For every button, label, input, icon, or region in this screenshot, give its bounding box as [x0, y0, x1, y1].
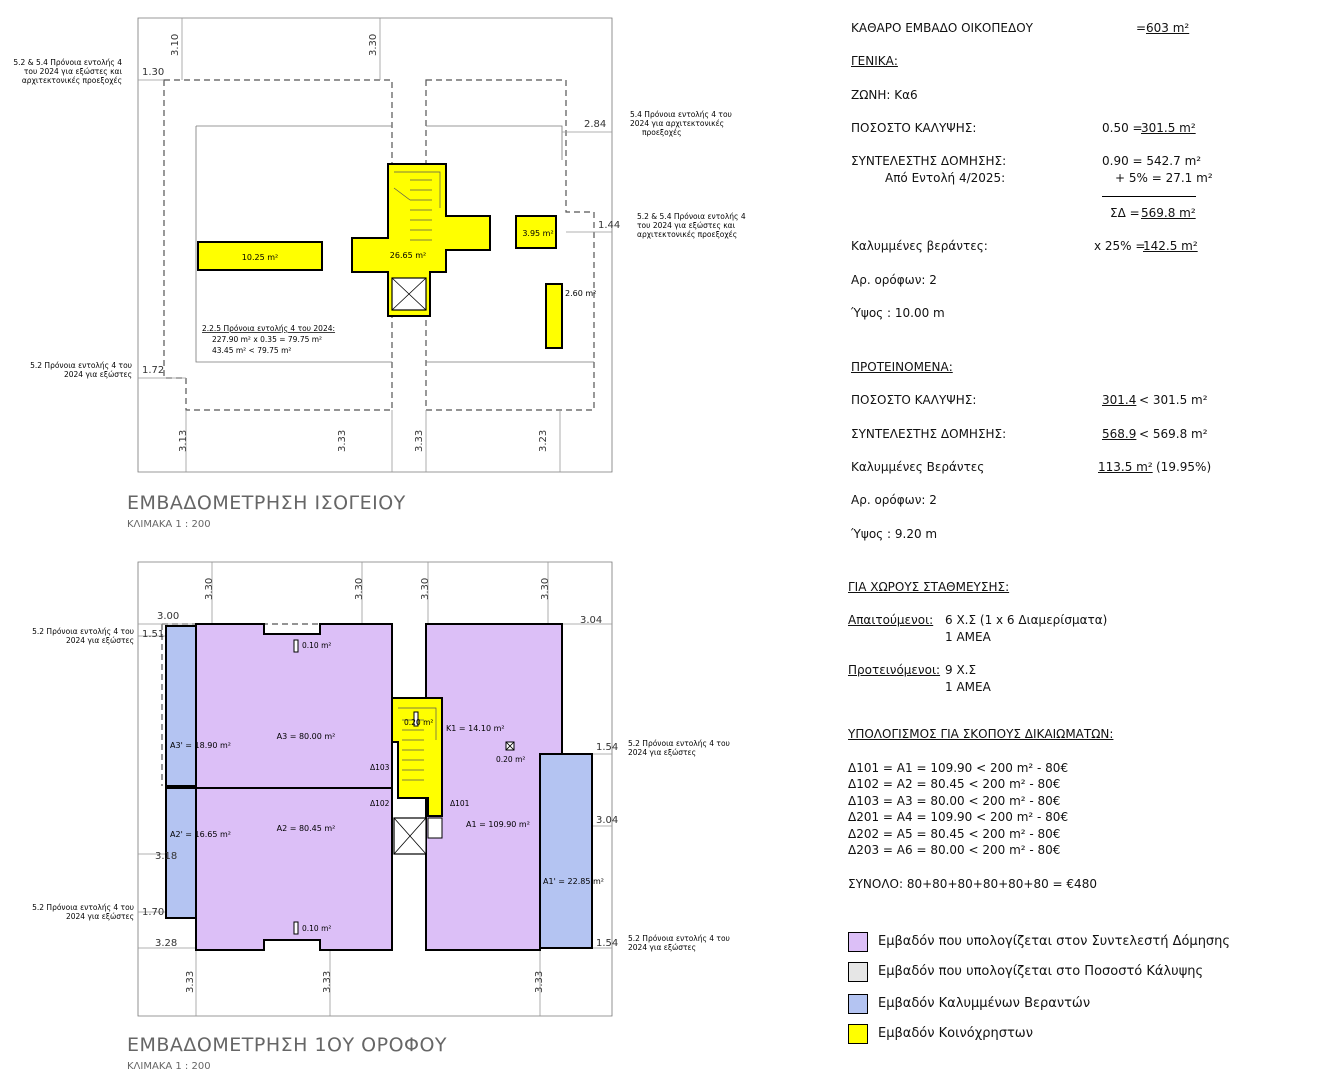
- first-note-left-1b: 2024 για εξώστες: [65, 636, 134, 645]
- p-build-label: ΣΥΝΤΕΛΕΣΤΗΣ ΔΟΜΗΣΗΣ:: [851, 427, 1007, 441]
- floors: Αρ. ορόφων: 2: [851, 273, 937, 287]
- first-dim-bottom-3: 3.33: [534, 970, 545, 993]
- zone: ΖΩΝΗ: Κα6: [851, 88, 918, 102]
- legend-swatch-grey: [848, 962, 868, 982]
- first-dim-left-318: 3.18: [155, 851, 178, 862]
- ground-plan-title: ΕΜΒΑΔΟΜΕΤΡΗΣΗ ΙΣΟΓΕΙΟΥ: [127, 492, 406, 514]
- first-d103-label: Δ103: [370, 763, 390, 772]
- rights-heading: ΥΠΟΛΟΓΙΣΜΟΣ ΓΙΑ ΣΚΟΠΟΥΣ ΔΙΚΑΙΩΜΑΤΩΝ:: [848, 727, 1114, 741]
- p-verandas-value: 113.5 m²: [1098, 460, 1153, 474]
- ground-area-d-label: 2.60 m²: [565, 289, 597, 298]
- first-A3-label: A3 = 80.00 m²: [276, 732, 336, 741]
- plot-area-value: 603 m²: [1146, 21, 1190, 35]
- proposed-line2: 1 ΑΜΕΑ: [945, 680, 991, 694]
- first-small-a1-label: 0.20 m²: [496, 755, 526, 764]
- verandas-value: 142.5 m²: [1143, 239, 1198, 253]
- ground-floor-plan: [13, 18, 745, 472]
- ground-note-right-top-1: 5.4 Πρόνοια εντολής 4 του: [630, 110, 732, 119]
- first-dim-top-1: 3.30: [204, 577, 215, 600]
- first-small-box: [428, 818, 442, 838]
- legend-swatch-blue: [848, 994, 868, 1014]
- first-dim-left-328: 3.28: [155, 938, 178, 949]
- p-verandas-rest: (19.95%): [1156, 460, 1212, 474]
- ground-note-left-top-3: αρχιτεκτονικές προεξοχές: [21, 76, 122, 85]
- legend-label: Εμβαδόν που υπολογίζεται στο Ποσοστό Κάλυψης: [878, 964, 1204, 979]
- first-dim-left-300: 3.00: [157, 611, 180, 622]
- first-A3p-label: A3' = 18.90 m²: [170, 741, 231, 750]
- legend-swatch-yellow: [848, 1024, 868, 1044]
- ground-dim-left-bottom: 1.72: [142, 365, 165, 376]
- build-value: 0.90 = 542.7 m²: [1102, 154, 1202, 168]
- ground-dim-right-top: 2.84: [584, 119, 607, 130]
- p-verandas-label: Καλυμμένες Βεράντες: [851, 460, 985, 474]
- first-dim-left-170: 1.70: [142, 907, 165, 918]
- coverage-label: ΠΟΣΟΣΤΟ ΚΑΛΥΨΗΣ:: [851, 121, 977, 135]
- build-label: ΣΥΝΤΕΛΕΣΤΗΣ ΔΟΜΗΣΗΣ:: [851, 154, 1007, 168]
- first-dim-bottom-1: 3.33: [185, 970, 196, 993]
- first-note-right-1a: 5.2 Πρόνοια εντολής 4 του: [628, 739, 730, 748]
- ground-dim-bottom-1: 3.13: [178, 429, 189, 452]
- p-build-value: 568.9: [1102, 427, 1137, 441]
- first-note-right-1b: 2024 για εξώστες: [628, 748, 697, 757]
- ground-calc-line1: 2.2.5 Πρόνοια εντολής 4 του 2024:: [202, 324, 336, 333]
- rights-total: ΣΥΝΟΛΟ: 80+80+80+80+80+80 = €480: [848, 877, 1097, 891]
- first-A2p-label: A2' = 16.65 m²: [170, 830, 231, 839]
- first-small-bottom-label: 0.10 m²: [302, 924, 332, 933]
- ground-plan-scale: ΚΛΙΜΑΚΑ 1 : 200: [127, 519, 211, 530]
- required-label: Απαιτούμενοι:: [848, 613, 934, 627]
- sum-label: ΣΔ =: [1110, 206, 1140, 220]
- ground-area-c-label: 3.95 m²: [522, 229, 554, 238]
- height: Ύψος : 10.00 m: [851, 306, 945, 320]
- rights-row: Δ101 = A1 = 109.90 < 200 m² - 80€: [848, 761, 1069, 775]
- legend-label: Εμβαδόν Καλυμμένων Βεραντών: [878, 996, 1091, 1011]
- proposed-label: Προτεινόμενοι:: [848, 663, 941, 677]
- ground-note-right-mid-1: 5.2 & 5.4 Πρόνοια εντολής 4: [637, 212, 746, 221]
- first-note-left-2a: 5.2 Πρόνοια εντολής 4 του: [32, 903, 134, 912]
- parking-heading: ΓΙΑ ΧΩΡΟΥΣ ΣΤΑΘΜΕΥΣΗΣ:: [848, 580, 1010, 594]
- first-dim-top-3: 3.30: [420, 577, 431, 600]
- first-dim-top-4: 3.30: [540, 577, 551, 600]
- rights-row: Δ203 = A6 = 80.00 < 200 m² - 80€: [848, 843, 1061, 857]
- general-heading: ΓΕΝΙΚΑ:: [851, 54, 898, 68]
- coverage-factor: 0.50 =: [1102, 121, 1143, 135]
- required-line2: 1 ΑΜΕΑ: [945, 630, 991, 644]
- first-d101-label: Δ101: [450, 799, 470, 808]
- plot-area-label: ΚΑΘΑΡΟ ΕΜΒΑΔΟ ΟΙΚΟΠΕΔΟΥ: [851, 21, 1033, 35]
- first-floor-plan: [32, 562, 730, 1016]
- first-note-right-2a: 5.2 Πρόνοια εντολής 4 του: [628, 934, 730, 943]
- first-dim-top-2: 3.30: [354, 577, 365, 600]
- rights-row: Δ202 = A5 = 80.45 < 200 m² - 80€: [848, 827, 1061, 841]
- first-plan-scale: ΚΛΙΜΑΚΑ 1 : 200: [127, 1061, 211, 1072]
- p-floors: Αρ. ορόφων: 2: [851, 493, 937, 507]
- p-height: Ύψος : 9.20 m: [851, 527, 938, 541]
- ground-note-left-bottom-2: 2024 για εξώστες: [63, 370, 132, 379]
- first-d102-label: Δ102: [370, 799, 390, 808]
- first-note-left-2b: 2024 για εξώστες: [65, 912, 134, 921]
- ground-calc-line3: 43.45 m² < 79.75 m²: [212, 346, 292, 355]
- first-marker-bottom: [294, 922, 298, 934]
- verandas-label: Καλυμμένες βεράντες:: [851, 239, 988, 253]
- first-dim-right-154b: 1.54: [596, 938, 619, 949]
- first-dim-right-154a: 1.54: [596, 742, 619, 753]
- first-note-left-1a: 5.2 Πρόνοια εντολής 4 του: [32, 627, 134, 636]
- rights-row: Δ201 = A4 = 109.90 < 200 m² - 80€: [848, 810, 1069, 824]
- ground-note-right-top-3: προεξοχές: [642, 128, 682, 137]
- legend-swatch-purple: [848, 932, 868, 952]
- ground-area-a-label: 10.25 m²: [241, 253, 279, 262]
- first-dim-right-304b: 3.04: [596, 815, 619, 826]
- plot-area-eq: =: [1136, 21, 1147, 35]
- first-area-A1p: [540, 754, 592, 948]
- sum-rule: [1102, 196, 1196, 197]
- coverage-value: 301.5 m²: [1141, 121, 1196, 135]
- ground-note-right-mid-2: του 2024 για εξώστες και: [637, 221, 736, 230]
- p-coverage-rest: < 301.5 m²: [1139, 393, 1208, 407]
- verandas-factor: x 25% =: [1094, 239, 1146, 253]
- ground-area-b-label: 26.65 m²: [389, 251, 427, 260]
- ground-dim-bottom-4: 3.23: [538, 429, 549, 452]
- proposed-heading: ΠΡΟΤΕΙΝΟΜΕΝΑ:: [851, 360, 953, 374]
- first-K1-label: K1 = 14.10 m²: [446, 724, 505, 733]
- ground-dim-left-top: 1.30: [142, 67, 165, 78]
- ground-note-left-top-2: του 2024 για εξώστες και: [23, 67, 122, 76]
- ground-note-right-top-2: 2024 για αρχιτεκτονικές: [630, 119, 725, 128]
- first-dim-left-151: 1.51: [142, 629, 165, 640]
- first-note-right-2b: 2024 για εξώστες: [628, 943, 697, 952]
- p-coverage-label: ΠΟΣΟΣΤΟ ΚΑΛΥΨΗΣ:: [851, 393, 977, 407]
- rights-row: Δ102 = A2 = 80.45 < 200 m² - 80€: [848, 777, 1061, 791]
- ground-note-right-mid-3: αρχιτεκτονικές προεξοχές: [637, 230, 738, 239]
- first-marker-top: [294, 640, 298, 652]
- ground-calc-line2: 227.90 m² x 0.35 = 79.75 m²: [212, 335, 323, 344]
- order-label: Από Εντολή 4/2025:: [885, 171, 1006, 185]
- order-value: + 5% = 27.1 m²: [1115, 171, 1213, 185]
- first-small-top-label: 0.10 m²: [302, 641, 332, 650]
- p-coverage-value: 301.4: [1102, 393, 1137, 407]
- ground-note-left-top-1: 5.2 & 5.4 Πρόνοια εντολής 4: [13, 58, 122, 67]
- proposed-line1: 9 Χ.Σ: [945, 663, 977, 677]
- first-area-A3p: [166, 626, 196, 786]
- ground-area-d: [546, 284, 562, 348]
- first-A1p-label: A1' = 22.85 m²: [543, 877, 604, 886]
- ground-dim-top-1: 3.10: [170, 33, 181, 56]
- legend-label: Εμβαδόν Κοινόχρηστων: [878, 1026, 1033, 1041]
- ground-dim-top-2: 3.30: [368, 33, 379, 56]
- ground-dim-right-mid: 1.44: [598, 220, 621, 231]
- ground-dim-bottom-2: 3.33: [337, 429, 348, 452]
- first-small-stair-label: 0.20 m²: [404, 718, 434, 727]
- rights-row: Δ103 = A3 = 80.00 < 200 m² - 80€: [848, 794, 1061, 808]
- ground-dim-bottom-3: 3.33: [414, 429, 425, 452]
- required-line1: 6 Χ.Σ (1 x 6 Διαμερίσματα): [945, 613, 1108, 627]
- legend-label: Εμβαδόν που υπολογίζεται στον Συντελεστή Δόμησης: [878, 934, 1231, 949]
- first-plan-title: ΕΜΒΑΔΟΜΕΤΡΗΣΗ 1ΟΥ ΟΡΟΦΟΥ: [127, 1034, 448, 1056]
- first-A1-label: A1 = 109.90 m²: [466, 820, 530, 829]
- sum-value: 569.8 m²: [1141, 206, 1196, 220]
- ground-note-left-bottom-1: 5.2 Πρόνοια εντολής 4 του: [30, 361, 132, 370]
- first-A2-label: A2 = 80.45 m²: [276, 824, 336, 833]
- p-build-rest: < 569.8 m²: [1139, 427, 1208, 441]
- first-dim-right-304a: 3.04: [580, 615, 603, 626]
- first-dim-bottom-2: 3.33: [322, 970, 333, 993]
